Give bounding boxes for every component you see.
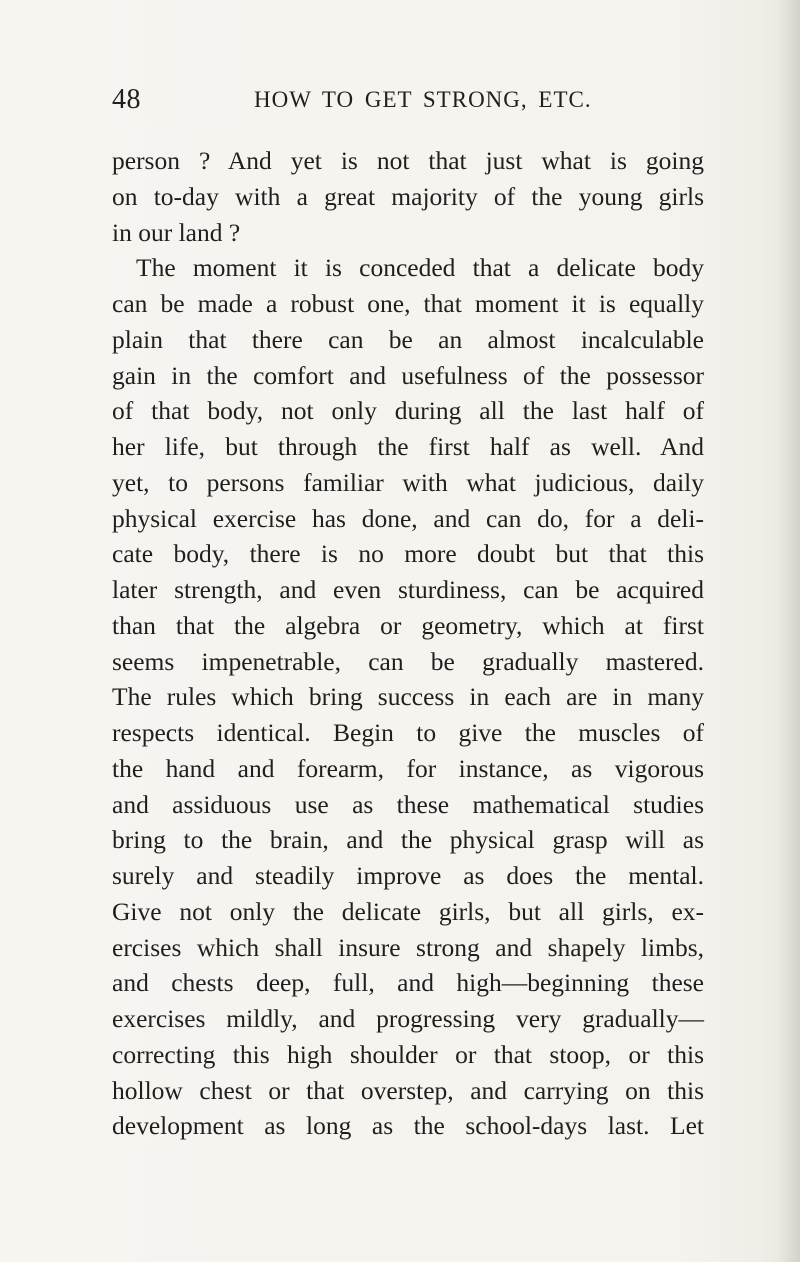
text-line: the hand and forearm, for instance, as vigorous bbox=[112, 753, 704, 783]
text-line: can be made a robust one, that moment it is equally bbox=[112, 289, 704, 318]
text-line: respects identical. Begin to give the muscles of bbox=[112, 718, 704, 747]
body-text bbox=[112, 143, 704, 1144]
text-line: The rules which bring success in each are in many bbox=[112, 682, 704, 712]
text-line: than that the algebra or geometry, which at first bbox=[112, 610, 704, 640]
text-line: seems impenetrable, can be gradually mastered. bbox=[112, 646, 704, 676]
page-header bbox=[112, 82, 702, 118]
text-line: and chests deep, full, and high—beginning these bbox=[112, 968, 704, 998]
text-line: later strength, and even sturdiness, can be acquired bbox=[112, 575, 704, 604]
text-line: person ? And yet is not that just what is going bbox=[112, 146, 704, 175]
text-line: her life, but through the first half as well. And bbox=[112, 432, 704, 461]
text-line: surely and steadily improve as does the mental. bbox=[112, 861, 704, 890]
text-line: in our land ? bbox=[112, 217, 241, 247]
text-line: ercises which shall insure strong and shapely limbs, bbox=[112, 932, 704, 962]
text-line: hollow chest or that overstep, and carrying on this bbox=[112, 1075, 704, 1105]
text-line: cate body, there is no more doubt but that this bbox=[112, 539, 704, 569]
text-line: Give not only the delicate girls, but all girls, ex- bbox=[112, 896, 704, 926]
text-line: bring to the brain, and the physical grasp will as bbox=[112, 825, 704, 855]
text-line: of that body, not only during all the last half of bbox=[112, 396, 704, 426]
page-number: 48 bbox=[112, 84, 141, 115]
text-line: yet, to persons familiar with what judicious, daily bbox=[112, 467, 704, 497]
text-line: and assiduous use as these mathematical studies bbox=[112, 789, 704, 819]
page-edge-shadow bbox=[778, 0, 800, 1262]
running-head: HOW TO GET STRONG, ETC. bbox=[254, 87, 592, 112]
text-line: physical exercise has done, and can do, for a deli- bbox=[112, 503, 704, 533]
text-line: development as long as the school-days last. Let bbox=[112, 1111, 704, 1141]
text-line: The moment it is conceded that a delicate body bbox=[136, 253, 704, 283]
text-line: exercises mildly, and progressing very gradually— bbox=[112, 1004, 704, 1033]
text-line: plain that there can be an almost incalculable bbox=[112, 324, 704, 354]
text-line: on to-day with a great majority of the young girls bbox=[112, 181, 704, 211]
text-line: correcting this high shoulder or that stoop, or this bbox=[112, 1039, 704, 1069]
text-line: gain in the comfort and usefulness of the possessor bbox=[112, 360, 704, 390]
